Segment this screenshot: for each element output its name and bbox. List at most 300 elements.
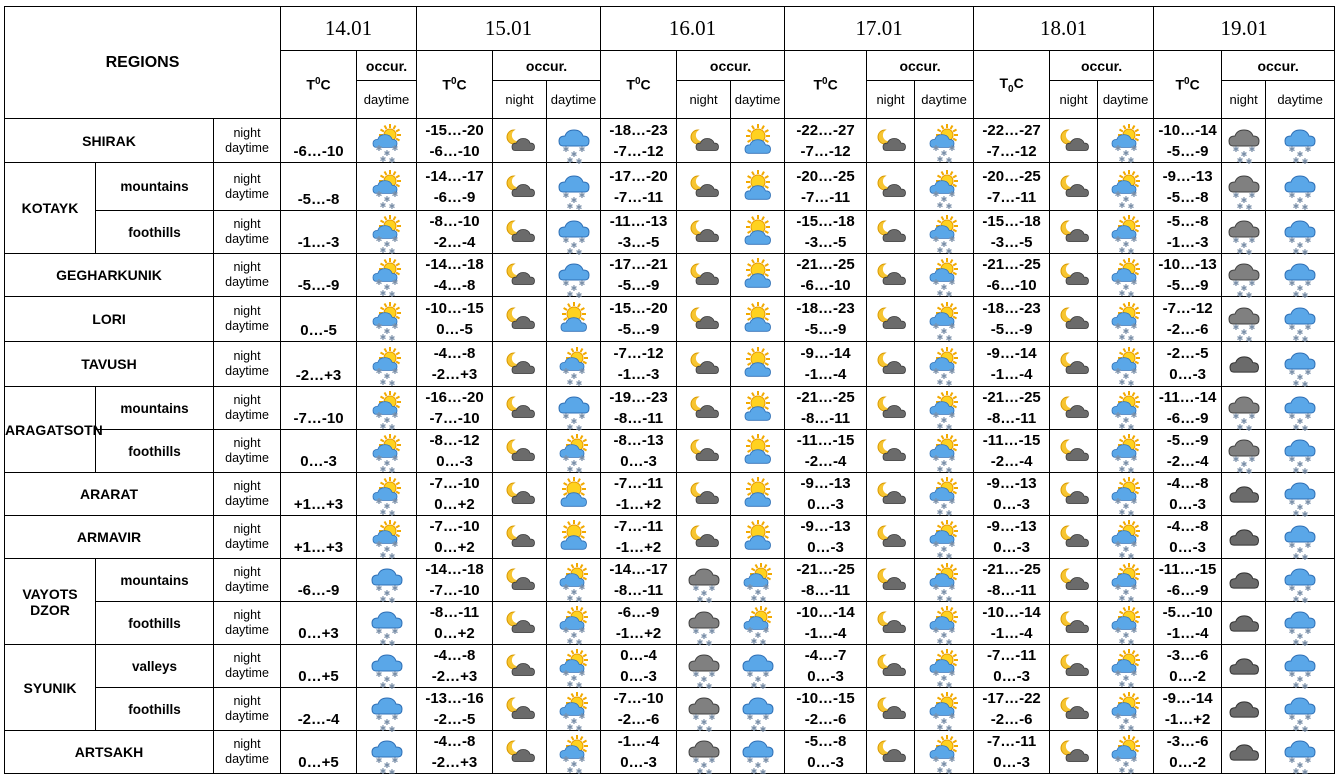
dark-snow-icon: [688, 565, 720, 605]
svg-text:✱: ✱: [383, 459, 390, 468]
moon-cloud-icon: [875, 608, 907, 638]
svg-text:✱: ✱: [1292, 552, 1300, 561]
daytime-icon-cell: [1266, 731, 1335, 774]
temperature-cell: -6…-9 -1…+2: [601, 602, 677, 645]
temp-header: $T^0C$: [785, 51, 867, 119]
temperature-cell: -21…-25 -8…-11: [785, 387, 867, 430]
dark-cloud-icon: [1228, 694, 1260, 724]
region-name: ARTSAKH: [5, 731, 214, 774]
svg-text:✱: ✱: [379, 681, 386, 690]
svg-text:✱: ✱: [1232, 144, 1239, 154]
svg-text:✱: ✱: [708, 713, 715, 722]
night-icon-cell: [493, 297, 547, 342]
temperature-cell: -7…-10 0…+2: [417, 516, 493, 559]
svg-text:✱: ✱: [700, 718, 707, 727]
svg-text:✱: ✱: [1288, 541, 1296, 550]
temperature-cell: -4…-7 0…-3: [785, 645, 867, 688]
svg-text:✱: ✱: [1127, 509, 1134, 518]
svg-text:✱: ✱: [1232, 323, 1239, 332]
svg-text:✱: ✱: [1296, 373, 1304, 382]
temperature-cell: -15…-18 -3…-5: [974, 211, 1050, 254]
moon-cloud-icon: [1058, 393, 1090, 423]
night-icon-cell: [1222, 731, 1266, 774]
night-daytime-label: night daytime: [214, 731, 281, 774]
table-row: [5, 387, 1335, 430]
night-icon-cell: [677, 297, 731, 342]
moon-cloud-icon: [875, 565, 907, 595]
svg-text:✱: ✱: [375, 584, 382, 593]
svg-text:✱: ✱: [1304, 190, 1312, 200]
snow-cloud-icon: [1284, 393, 1316, 433]
snow-cloud-icon: [1284, 172, 1316, 212]
night-daytime-label: night daytime: [214, 430, 281, 473]
svg-text:✱: ✱: [1130, 712, 1137, 721]
night-icon-cell: [1050, 602, 1098, 645]
svg-text:✱: ✱: [1118, 289, 1125, 298]
svg-text:✱: ✱: [1292, 466, 1300, 475]
svg-text:✱: ✱: [1296, 460, 1304, 469]
daytime-icon-cell: [731, 387, 785, 430]
night-icon-cell: [677, 119, 731, 163]
weather-icon-cell: [357, 342, 417, 387]
svg-text:✱: ✱: [562, 626, 569, 635]
snow-sun-icon: [371, 436, 403, 475]
svg-text:✱: ✱: [375, 627, 382, 636]
daytime-icon-cell: [731, 688, 785, 734]
temperature-cell: -9…-14 -1…-4: [785, 342, 867, 387]
temperature-cell: 0…-5: [281, 297, 357, 342]
snow-sun-icon: [371, 479, 403, 518]
svg-text:✱: ✱: [1304, 756, 1312, 765]
svg-text:✱: ✱: [578, 583, 585, 592]
snow-cloud-icon: [1284, 217, 1316, 257]
svg-text:✱: ✱: [932, 454, 940, 463]
moon-cloud-icon: [875, 126, 907, 156]
night-header: night: [1050, 81, 1098, 119]
svg-text:✱: ✱: [1245, 335, 1252, 344]
temperature-cell: -14…-17 -6…-9: [417, 163, 493, 211]
snow-cloud-icon: [1284, 304, 1316, 344]
moon-cloud-icon: [1058, 172, 1090, 202]
temperature-cell: -21…-25 -8…-11: [974, 387, 1050, 430]
svg-text:✱: ✱: [1292, 724, 1300, 733]
dark-snow-icon: [688, 608, 720, 648]
sun-cloud-icon: [742, 436, 774, 466]
snow-sun-icon: [558, 694, 590, 733]
svg-text:✱: ✱: [383, 632, 390, 641]
night-icon-cell: [677, 387, 731, 430]
daytime-icon-cell: [1098, 645, 1154, 688]
svg-text:✱: ✱: [932, 669, 940, 678]
svg-text:✱: ✱: [1114, 626, 1121, 635]
snow-sun-icon: [558, 737, 590, 774]
svg-text:✱: ✱: [932, 189, 940, 199]
daytime-icon-cell: [1266, 516, 1335, 562]
svg-text:✱: ✱: [1304, 541, 1312, 550]
moon-cloud-icon: [504, 608, 536, 638]
svg-text:✱: ✱: [575, 248, 582, 257]
daytime-icon-cell: [1266, 387, 1335, 433]
daytime-icon-cell: [1266, 297, 1335, 342]
svg-text:✱: ✱: [940, 372, 948, 381]
svg-text:✱: ✱: [566, 201, 573, 211]
temperature-cell: -17…-22 -2…-6: [974, 688, 1050, 731]
snow-sun-icon: [1110, 349, 1142, 388]
temperature-cell: -5…-8: [281, 163, 357, 211]
night-daytime-label: night daytime: [214, 342, 281, 387]
svg-text:✱: ✱: [578, 144, 585, 154]
night-icon-cell: [1222, 119, 1266, 166]
svg-text:✱: ✱: [575, 156, 582, 166]
night-header: night: [677, 81, 731, 119]
svg-text:✱: ✱: [379, 289, 386, 298]
night-icon-cell: [677, 163, 731, 211]
daytime-icon-cell: [915, 645, 974, 688]
svg-text:✱: ✱: [1118, 680, 1125, 689]
svg-text:✱: ✱: [562, 712, 569, 721]
svg-text:✱: ✱: [375, 235, 382, 244]
svg-text:✱: ✱: [754, 718, 761, 727]
svg-text:✱: ✱: [1288, 144, 1296, 154]
svg-text:✱: ✱: [1292, 379, 1300, 388]
sub-region-name: foothills: [96, 430, 214, 473]
svg-text:✱: ✱: [391, 454, 398, 463]
moon-cloud-icon: [1058, 608, 1090, 638]
snow-cloud-icon: [371, 651, 403, 691]
daytime-header: daytime: [357, 81, 417, 119]
svg-text:✱: ✱: [1118, 246, 1125, 255]
svg-text:✱: ✱: [570, 631, 577, 640]
moon-cloud-icon: [1058, 522, 1090, 552]
svg-text:✱: ✱: [566, 680, 573, 689]
svg-text:✱: ✱: [1122, 283, 1129, 292]
moon-cloud-icon: [504, 304, 536, 334]
svg-text:✱: ✱: [1296, 328, 1304, 337]
svg-text:✱: ✱: [1130, 669, 1137, 678]
night-icon-cell: [1222, 559, 1266, 602]
weather-icon-cell: [357, 645, 417, 691]
svg-text:✱: ✱: [936, 200, 944, 210]
night-icon-cell: [1050, 731, 1098, 774]
daytime-icon-cell: [1098, 342, 1154, 387]
night-icon-cell: [1050, 387, 1098, 430]
svg-text:✱: ✱: [383, 327, 390, 336]
daytime-icon-cell: [547, 163, 601, 211]
temperature-cell: -15…-20 -5…-9: [601, 297, 677, 342]
svg-text:✱: ✱: [1296, 718, 1304, 727]
svg-text:✱: ✱: [932, 540, 940, 549]
region-name: SYUNIK: [5, 645, 96, 731]
daytime-icon-cell: [547, 688, 601, 731]
daytime-icon-cell: [1098, 516, 1154, 559]
svg-text:✱: ✱: [1127, 423, 1134, 432]
snow-cloud-icon: [558, 393, 590, 433]
svg-text:✱: ✱: [948, 626, 956, 635]
svg-text:✱: ✱: [1245, 424, 1252, 433]
daytime-icon-cell: [731, 731, 785, 774]
temperature-cell: -20…-25 -7…-11: [974, 163, 1050, 211]
svg-text:✱: ✱: [388, 201, 395, 211]
svg-text:✱: ✱: [932, 712, 940, 721]
snow-cloud-icon: [558, 260, 590, 300]
svg-text:✱: ✱: [1127, 724, 1134, 733]
night-icon-cell: [867, 516, 915, 559]
dark-snow-icon: [688, 694, 720, 734]
sun-cloud-icon: [742, 126, 774, 156]
svg-text:✱: ✱: [570, 674, 577, 683]
svg-text:✱: ✱: [1288, 190, 1296, 200]
svg-text:✱: ✱: [759, 725, 766, 734]
svg-text:✱: ✱: [391, 497, 398, 506]
temperature-cell: -5…-8 0…-3: [785, 731, 867, 774]
svg-text:✱: ✱: [754, 675, 761, 684]
weather-icon-cell: [357, 688, 417, 734]
daytime-icon-cell: [731, 559, 785, 602]
night-icon-cell: [1222, 342, 1266, 387]
svg-text:✱: ✱: [575, 202, 582, 212]
svg-text:✱: ✱: [945, 681, 953, 690]
snow-sun-icon: [928, 172, 960, 211]
svg-text:✱: ✱: [696, 724, 703, 733]
daytime-header: daytime: [731, 81, 785, 119]
svg-text:✱: ✱: [1130, 189, 1137, 199]
svg-text:✱: ✱: [1292, 423, 1300, 432]
svg-text:✱: ✱: [936, 594, 944, 603]
svg-text:✱: ✱: [1127, 466, 1134, 475]
svg-text:✱: ✱: [940, 148, 948, 158]
svg-text:✱: ✱: [1288, 412, 1296, 421]
svg-text:✱: ✱: [945, 423, 953, 432]
svg-text:✱: ✱: [570, 195, 577, 205]
svg-text:✱: ✱: [566, 465, 573, 474]
svg-text:✱: ✱: [391, 367, 398, 376]
daytime-icon-cell: [915, 430, 974, 473]
night-icon-cell: [867, 254, 915, 297]
svg-text:✱: ✱: [1118, 378, 1125, 387]
daytime-icon-cell: [731, 163, 785, 211]
night-icon-cell: [1050, 645, 1098, 688]
svg-text:✱: ✱: [578, 755, 585, 764]
svg-text:✱: ✱: [1114, 540, 1121, 549]
daytime-icon-cell: [915, 254, 974, 297]
night-icon-cell: [1050, 473, 1098, 516]
temperature-cell: -9…-13 0…-3: [785, 473, 867, 516]
svg-text:✱: ✱: [940, 631, 948, 640]
daytime-icon-cell: [547, 211, 601, 257]
svg-text:✱: ✱: [1288, 498, 1296, 507]
svg-text:✱: ✱: [1232, 412, 1239, 421]
night-icon-cell: [493, 688, 547, 731]
dark-cloud-icon: [1228, 522, 1260, 552]
dark-snow-icon: [688, 737, 720, 774]
temperature-cell: 0…-4 0…-3: [601, 645, 677, 688]
dark-snow-icon: [1228, 436, 1260, 476]
svg-text:✱: ✱: [692, 756, 699, 765]
temperature-cell: -10…-14 -1…-4: [974, 602, 1050, 645]
moon-cloud-icon: [875, 393, 907, 423]
region-name: VAYOTS DZOR: [5, 559, 96, 645]
temperature-cell: -22…-27 -7…-12: [974, 119, 1050, 163]
svg-text:✱: ✱: [383, 240, 390, 249]
svg-text:✱: ✱: [391, 713, 398, 722]
svg-text:✱: ✱: [391, 189, 398, 199]
night-icon-cell: [677, 254, 731, 297]
daytime-icon-cell: [731, 119, 785, 163]
svg-text:✱: ✱: [562, 367, 569, 376]
occur-header: occur.: [677, 51, 785, 81]
svg-text:✱: ✱: [1114, 322, 1121, 331]
snow-sun-icon: [558, 608, 590, 647]
night-icon-cell: [867, 342, 915, 387]
moon-cloud-icon: [875, 217, 907, 247]
night-icon-cell: [493, 119, 547, 163]
svg-text:✱: ✱: [750, 637, 757, 646]
svg-text:✱: ✱: [1245, 202, 1252, 212]
sun-cloud-icon: [742, 172, 774, 202]
daytime-icon-cell: [915, 516, 974, 559]
svg-text:✱: ✱: [375, 143, 382, 153]
svg-text:✱: ✱: [1236, 423, 1243, 432]
daytime-icon-cell: [1266, 211, 1335, 257]
night-icon-cell: [1050, 516, 1098, 559]
daytime-icon-cell: [915, 473, 974, 516]
svg-text:✱: ✱: [388, 466, 395, 475]
svg-text:✱: ✱: [948, 278, 956, 287]
snow-sun-icon: [1110, 172, 1142, 211]
svg-text:✱: ✱: [948, 235, 956, 244]
snow-sun-icon: [1110, 522, 1142, 561]
daytime-icon-cell: [915, 731, 974, 774]
daytime-icon-cell: [1098, 387, 1154, 430]
night-daytime-label: night daytime: [214, 163, 281, 211]
temperature-cell: +1…+3: [281, 516, 357, 559]
weather-icon-cell: [357, 297, 417, 342]
moon-cloud-icon: [504, 694, 536, 724]
svg-text:✱: ✱: [759, 638, 766, 647]
svg-text:✱: ✱: [1236, 155, 1243, 165]
svg-text:✱: ✱: [570, 459, 577, 468]
temperature-cell: -4…-8 0…-3: [1154, 516, 1222, 559]
svg-text:✱: ✱: [1304, 627, 1312, 636]
temperature-cell: -21…-25 -8…-11: [785, 559, 867, 602]
svg-text:✱: ✱: [1130, 540, 1137, 549]
svg-text:✱: ✱: [1114, 712, 1121, 721]
sub-region-name: foothills: [96, 211, 214, 254]
svg-text:✱: ✱: [1288, 627, 1296, 636]
svg-text:✱: ✱: [1296, 241, 1304, 250]
temperature-cell: -18…-23 -5…-9: [785, 297, 867, 342]
daytime-icon-cell: [547, 516, 601, 559]
temperature-cell: 0…+5: [281, 645, 357, 688]
temperature-cell: -5…-8 -1…-3: [1154, 211, 1222, 254]
daytime-icon-cell: [1266, 473, 1335, 519]
svg-text:✱: ✱: [1301, 596, 1309, 605]
svg-text:✱: ✱: [948, 540, 956, 549]
temperature-cell: -9…-13 0…-3: [974, 516, 1050, 559]
night-icon-cell: [493, 559, 547, 602]
temperature-cell: -13…-16 -2…-5: [417, 688, 493, 731]
moon-cloud-icon: [504, 126, 536, 156]
svg-text:✱: ✱: [1122, 545, 1129, 554]
snow-cloud-icon: [558, 126, 590, 166]
svg-text:✱: ✱: [1245, 248, 1252, 257]
snow-cloud-icon: [1284, 260, 1316, 300]
svg-text:✱: ✱: [1304, 498, 1312, 507]
daytime-header: daytime: [1098, 81, 1154, 119]
moon-cloud-icon: [875, 304, 907, 334]
night-icon-cell: [867, 559, 915, 602]
svg-text:✱: ✱: [1240, 241, 1247, 250]
svg-text:✱: ✱: [936, 723, 944, 732]
snow-sun-icon: [371, 349, 403, 388]
svg-text:✱: ✱: [948, 712, 956, 721]
svg-text:✱: ✱: [1240, 284, 1247, 293]
daytime-icon-cell: [1098, 688, 1154, 731]
svg-text:✱: ✱: [948, 497, 956, 506]
temperature-cell: 0…+3: [281, 602, 357, 645]
table-row: [5, 602, 1335, 645]
temperature-cell: -2…-4: [281, 688, 357, 731]
svg-text:✱: ✱: [566, 290, 573, 299]
svg-text:✱: ✱: [566, 637, 573, 646]
moon-cloud-icon: [875, 694, 907, 724]
dark-snow-icon: [688, 651, 720, 691]
night-icon-cell: [493, 254, 547, 297]
svg-text:✱: ✱: [1130, 143, 1137, 153]
svg-text:✱: ✱: [570, 241, 577, 250]
temperature-cell: -1…-3: [281, 211, 357, 254]
temperature-cell: -18…-23 -5…-9: [974, 297, 1050, 342]
snow-cloud-icon: [1284, 126, 1316, 166]
moon-cloud-icon: [504, 737, 536, 767]
moon-cloud-icon: [875, 479, 907, 509]
svg-text:✱: ✱: [570, 149, 577, 159]
daytime-icon-cell: [915, 119, 974, 163]
daytime-icon-cell: [915, 688, 974, 731]
svg-text:✱: ✱: [1304, 279, 1312, 288]
svg-text:✱: ✱: [750, 594, 757, 603]
snow-sun-icon: [928, 349, 960, 388]
snow-sun-icon: [928, 694, 960, 733]
moon-cloud-icon: [875, 436, 907, 466]
snow-cloud-icon: [742, 694, 774, 734]
temperature-cell: -9…-14 -1…+2: [1154, 688, 1222, 731]
temperature-cell: -3…-6 0…-2: [1154, 645, 1222, 688]
snow-sun-icon: [742, 565, 774, 604]
table-row: [5, 688, 1335, 731]
svg-text:✱: ✱: [570, 284, 577, 293]
svg-text:✱: ✱: [388, 247, 395, 256]
region-name: ARAGATSOTN: [5, 387, 96, 473]
weather-icon-cell: [357, 211, 417, 254]
svg-text:✱: ✱: [940, 459, 948, 468]
daytime-icon-cell: [1266, 342, 1335, 387]
night-icon-cell: [677, 645, 731, 691]
night-icon-cell: [867, 430, 915, 473]
svg-text:✱: ✱: [705, 768, 712, 774]
svg-text:✱: ✱: [391, 670, 398, 679]
occur-header: occur.: [867, 51, 974, 81]
night-daytime-label: night daytime: [214, 254, 281, 297]
moon-cloud-icon: [688, 522, 720, 552]
snow-cloud-icon: [371, 694, 403, 734]
svg-text:✱: ✱: [375, 670, 382, 679]
occur-header: occur.: [357, 51, 417, 81]
table-row: [5, 211, 1335, 254]
svg-text:✱: ✱: [1292, 290, 1300, 299]
svg-text:✱: ✱: [1292, 767, 1300, 774]
temperature-cell: -10…-14 -1…-4: [785, 602, 867, 645]
